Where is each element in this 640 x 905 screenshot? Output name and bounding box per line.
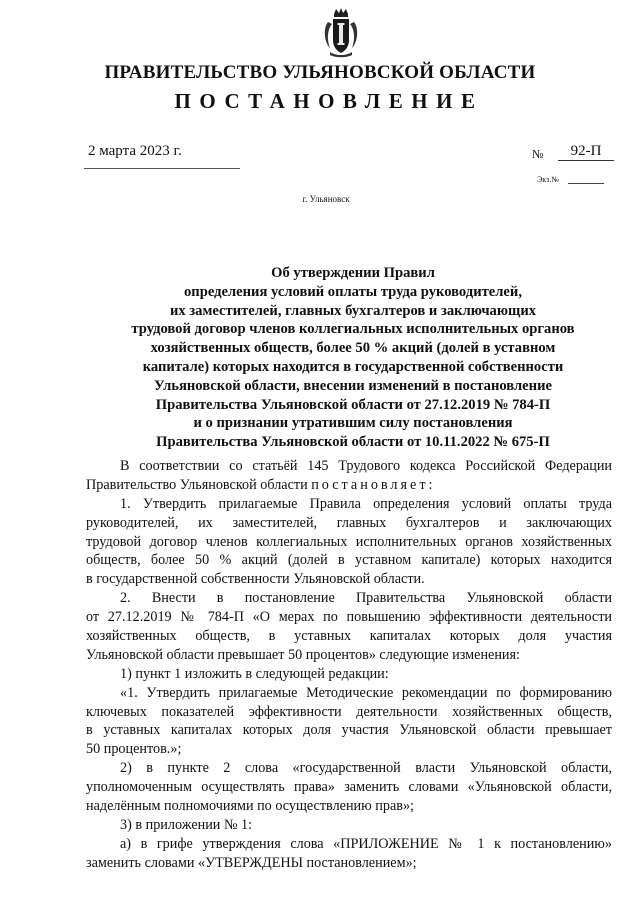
body-line: в уставных капиталах которых доля участия Ульяновской области превышает bbox=[86, 722, 612, 739]
body-line: 1) пункт 1 изложить в следующей редакции: bbox=[120, 665, 389, 682]
body-line: хозяйственных обществ, в уставных капиталах которых доля участия bbox=[86, 628, 612, 645]
heading-line: Ульяновской области, внесении изменений в постановление bbox=[154, 377, 552, 394]
coat-of-arms-emblem bbox=[322, 8, 360, 58]
heading-line: капитале) которых находится в государственной собственности bbox=[142, 358, 564, 375]
document-number-label: № bbox=[532, 147, 544, 161]
heading-line: их заместителей, главных бухгалтеров и заключающих bbox=[169, 302, 537, 319]
heading-line: и о признании утратившим силу постановления bbox=[193, 415, 513, 432]
body-line: 2) в пункте 2 слова «государственной власти Ульяновской области, bbox=[120, 760, 612, 777]
body-line: «1. Утвердить прилагаемые Методические рекомендации по формированию bbox=[120, 684, 612, 701]
copy-number-line bbox=[568, 183, 604, 184]
heading-line: трудовой договор членов коллегиальных исполнительных органов bbox=[131, 321, 575, 338]
body-line: ключевых показателей эффективности деятельности хозяйственных обществ, bbox=[86, 703, 612, 720]
body-line: 2. Внести в постановление Правительства Ульяновской области bbox=[120, 590, 612, 607]
copy-number-label: Экз.№ bbox=[537, 175, 559, 184]
document-body bbox=[86, 457, 612, 873]
heading-line: Правительства Ульяновской области от 27.12.2019 № 784-П bbox=[155, 396, 551, 413]
document-heading bbox=[96, 264, 610, 452]
body-line bbox=[86, 476, 612, 495]
body-line: В соответствии со статьёй 145 Трудового кодекса Российской Федерации bbox=[120, 458, 612, 474]
organization-title: ПРАВИТЕЛЬСТВО УЛЬЯНОВСКОЙ ОБЛАСТИ bbox=[104, 62, 536, 83]
body-line: трудовой договор членов коллегиальных исполнительных органов хозяйственных bbox=[86, 533, 612, 550]
body-line: от 27.12.2019 № 784-П «О мерах по повышению эффективности деятельности bbox=[86, 609, 612, 626]
body-line: уполномоченным осуществлять права» заменить словами «Ульяновской области, bbox=[86, 779, 612, 796]
body-line: а) в грифе утверждения слова «ПРИЛОЖЕНИЕ № 1 к постановлению» bbox=[120, 835, 612, 852]
body-line: 50 процентов.»; bbox=[86, 741, 182, 758]
operative-word: постановляет: bbox=[311, 476, 436, 493]
body-line: 1. Утвердить прилагаемые Правила определения условий оплаты труда bbox=[120, 495, 612, 512]
body-line: в государственной собственности Ульяновской области. bbox=[86, 571, 425, 588]
body-line: 3) в приложении № 1: bbox=[120, 816, 253, 833]
body-text: Правительство Ульяновской области bbox=[86, 476, 308, 493]
heading-line: хозяйственных обществ, более 50 % акций (долей в уставном bbox=[150, 340, 556, 357]
document-number-value: 92-П bbox=[558, 142, 614, 161]
body-line: руководителей, их заместителей, главных бухгалтеров и заключающих bbox=[86, 514, 612, 531]
heading-line: Об утверждении Правил bbox=[271, 265, 435, 281]
document-date: 2 марта 2023 г. bbox=[88, 143, 182, 159]
city-name: г. Ульяновск bbox=[302, 194, 350, 204]
heading-line: Правительства Ульяновской области от 10.11.2022 № 675-П bbox=[156, 434, 550, 451]
heading-line: определения условий оплаты труда руководителей, bbox=[184, 283, 522, 300]
date-underline bbox=[84, 168, 240, 169]
body-line: наделённым полномочиями по осуществлению прав»; bbox=[86, 798, 414, 815]
document-kind-title: ПОСТАНОВЛЕНИЕ bbox=[174, 89, 484, 113]
body-line: Ульяновской области превышает 50 процентов» следующие изменения: bbox=[86, 646, 520, 663]
body-line: заменить словами «УТВЕРЖДЕНЫ постановлением»; bbox=[86, 854, 417, 871]
body-line: обществ, более 50 % акций (долей в уставном капитале) которых находится bbox=[86, 552, 612, 569]
